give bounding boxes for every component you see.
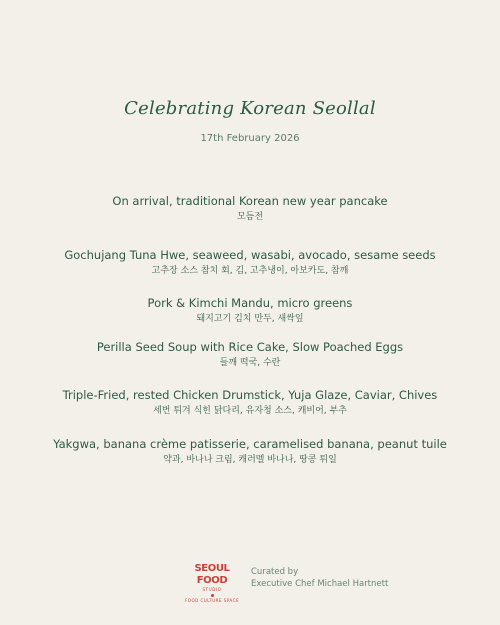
logo-dot-icon: [211, 594, 214, 597]
menu-course: [0, 248, 500, 277]
curator-credit: [251, 566, 388, 590]
course-english: Gochujang Tuna Hwe, seaweed, wasabi, avocado, sesame seeds: [64, 248, 436, 262]
logo-tagline: FOOD CULTURE SPACE: [185, 598, 239, 603]
menu-course: [0, 437, 500, 466]
menu-course: [0, 194, 500, 223]
course-korean: 약과, 바나나 크림, 캐러멜 바나나, 땅콩 튀일: [163, 455, 337, 465]
curated-label: Curated by: [251, 567, 299, 577]
menu-course: [0, 340, 500, 369]
course-english: Triple-Fried, rested Chicken Drumstick, Yuja Glaze, Caviar, Chives: [62, 388, 438, 402]
course-korean: 모듬전: [236, 212, 264, 222]
chef-name: Executive Chef Michael Hartnett: [251, 579, 389, 589]
course-english: On arrival, traditional Korean new year pancake: [112, 194, 388, 208]
menu-course: [0, 388, 500, 417]
event-date: 17th February 2026: [200, 133, 300, 144]
course-english: Pork & Kimchi Mandu, micro greens: [147, 296, 353, 310]
course-korean: 돼지고기 김치 만두, 새싹잎: [196, 314, 304, 324]
course-korean: 고추장 소스 참치 회, 김, 고추냉이, 아보카도, 참깨: [151, 266, 349, 276]
menu-course: [0, 296, 500, 325]
menu-footer: [0, 563, 500, 603]
course-korean: 세번 튀겨 식힌 닭다리, 유자청 소스, 캐비어, 부추: [153, 406, 347, 416]
logo-wordmark: SEOUL FOOD: [194, 563, 230, 586]
logo-studio-text: STUDIO: [202, 587, 222, 592]
course-english: Yakgwa, banana crème patisserie, caramelised banana, peanut tuile: [53, 437, 447, 451]
course-korean: 들깨 떡국, 수란: [219, 358, 281, 368]
seoul-food-logo: [181, 563, 243, 603]
menu-title: Celebrating Korean Seollal: [124, 98, 376, 119]
course-english: Perilla Seed Soup with Rice Cake, Slow Poached Eggs: [96, 340, 404, 354]
